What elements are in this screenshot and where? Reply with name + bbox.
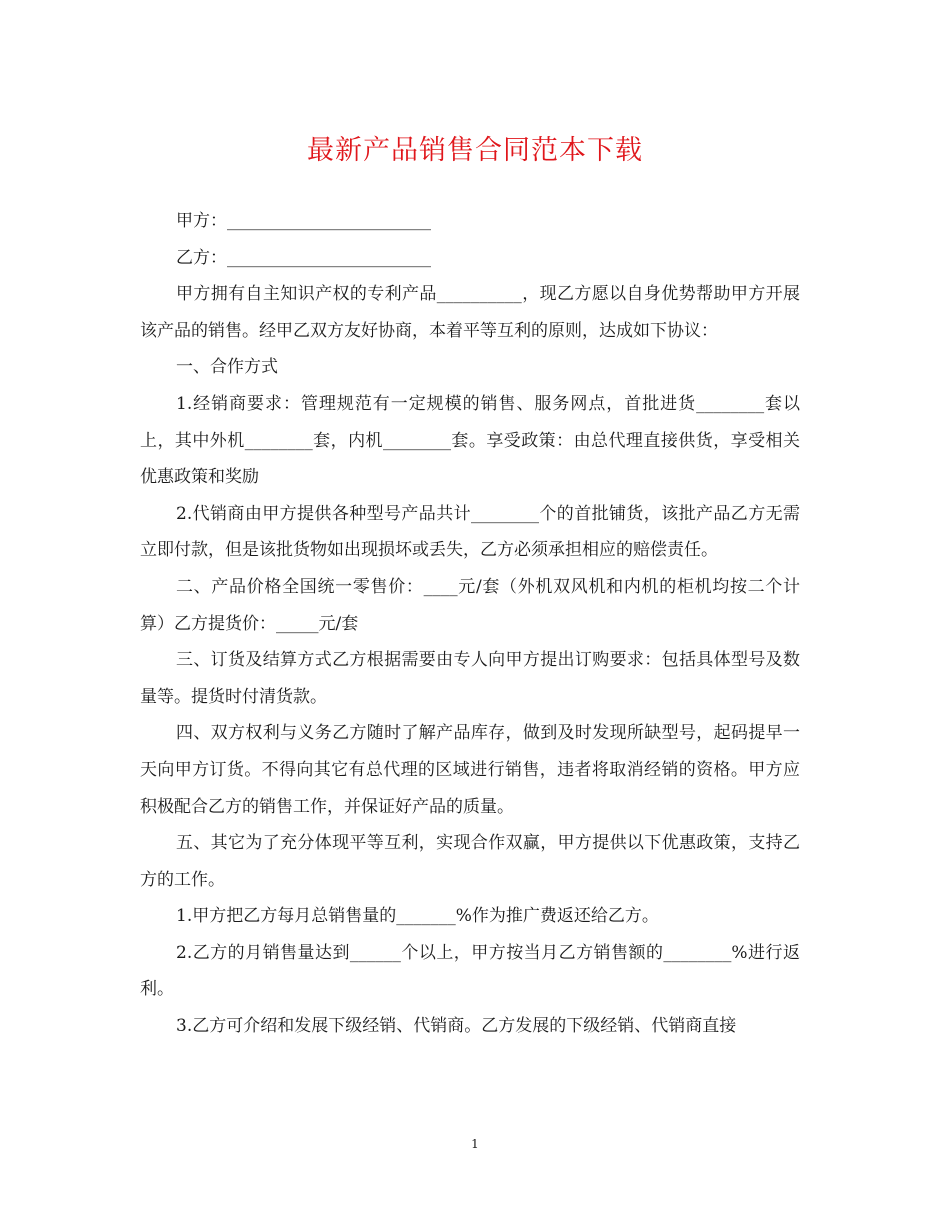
clause-promotion-fee: 1.甲方把乙方每月总销售量的_______%作为推广费返还给乙方。 xyxy=(176,906,659,927)
section-price: 二、产品价格全国统一零售价：____元/套（外机双风机和内机的柜机均按二个计算）乙方提货价：_____元/套 xyxy=(140,576,800,634)
section-other: 五、其它为了充分体现平等互利，实现合作双赢，甲方提供以下优惠政策，支持乙方的工作。 xyxy=(140,833,800,890)
clause-distributor: 1.经销商要求：管理规范有一定规模的销售、服务网点，首批进货________套以上，其中外机________套，内机________套。享受政策：由总代理直接供货，享受相关优惠政策和奖励 xyxy=(140,393,800,488)
section-ordering: 三、订货及结算方式乙方根据需要由专人向甲方提出订购要求：包括具体型号及数量等。提货时付清货款。 xyxy=(140,650,800,707)
document-title: 最新产品销售合同范本下载 xyxy=(307,135,643,166)
page-number: 1 xyxy=(471,1137,479,1151)
clause-sub-distributor: 3.乙方可介绍和发展下级经销、代销商。乙方发展的下级经销、代销商直接 xyxy=(176,1016,737,1037)
clause-consignment: 2.代销商由甲方提供各种型号产品共计________个的首批铺货，该批产品乙方无需立即付款，但是该批货物如出现损坏或丢失，乙方必须承担相应的赔偿责任。 xyxy=(140,503,800,561)
document-body xyxy=(140,203,800,1045)
party-b-line: 乙方：________________________ xyxy=(176,247,431,268)
clause-rebate: 2.乙方的月销售量达到______个以上，甲方按当月乙方销售额的________%进行返利。 xyxy=(140,942,800,1000)
party-a-line: 甲方：________________________ xyxy=(176,211,431,231)
section-rights: 四、双方权利与义务乙方随时了解产品库存，做到及时发现所缺型号，起码提早一天向甲方订货。不得向其它有总代理的区域进行销售，违者将取消经销的资格。甲方应积极配合乙方的销售工作，并保证好产品的质量。 xyxy=(140,723,800,817)
intro-paragraph: 甲方拥有自主知识产权的专利产品__________，现乙方愿以自身优势帮助甲方开展该产品的销售。经甲乙双方友好协商，本着平等互利的原则，达成如下协议： xyxy=(140,284,800,341)
section-heading-cooperation: 一、合作方式 xyxy=(176,357,278,378)
